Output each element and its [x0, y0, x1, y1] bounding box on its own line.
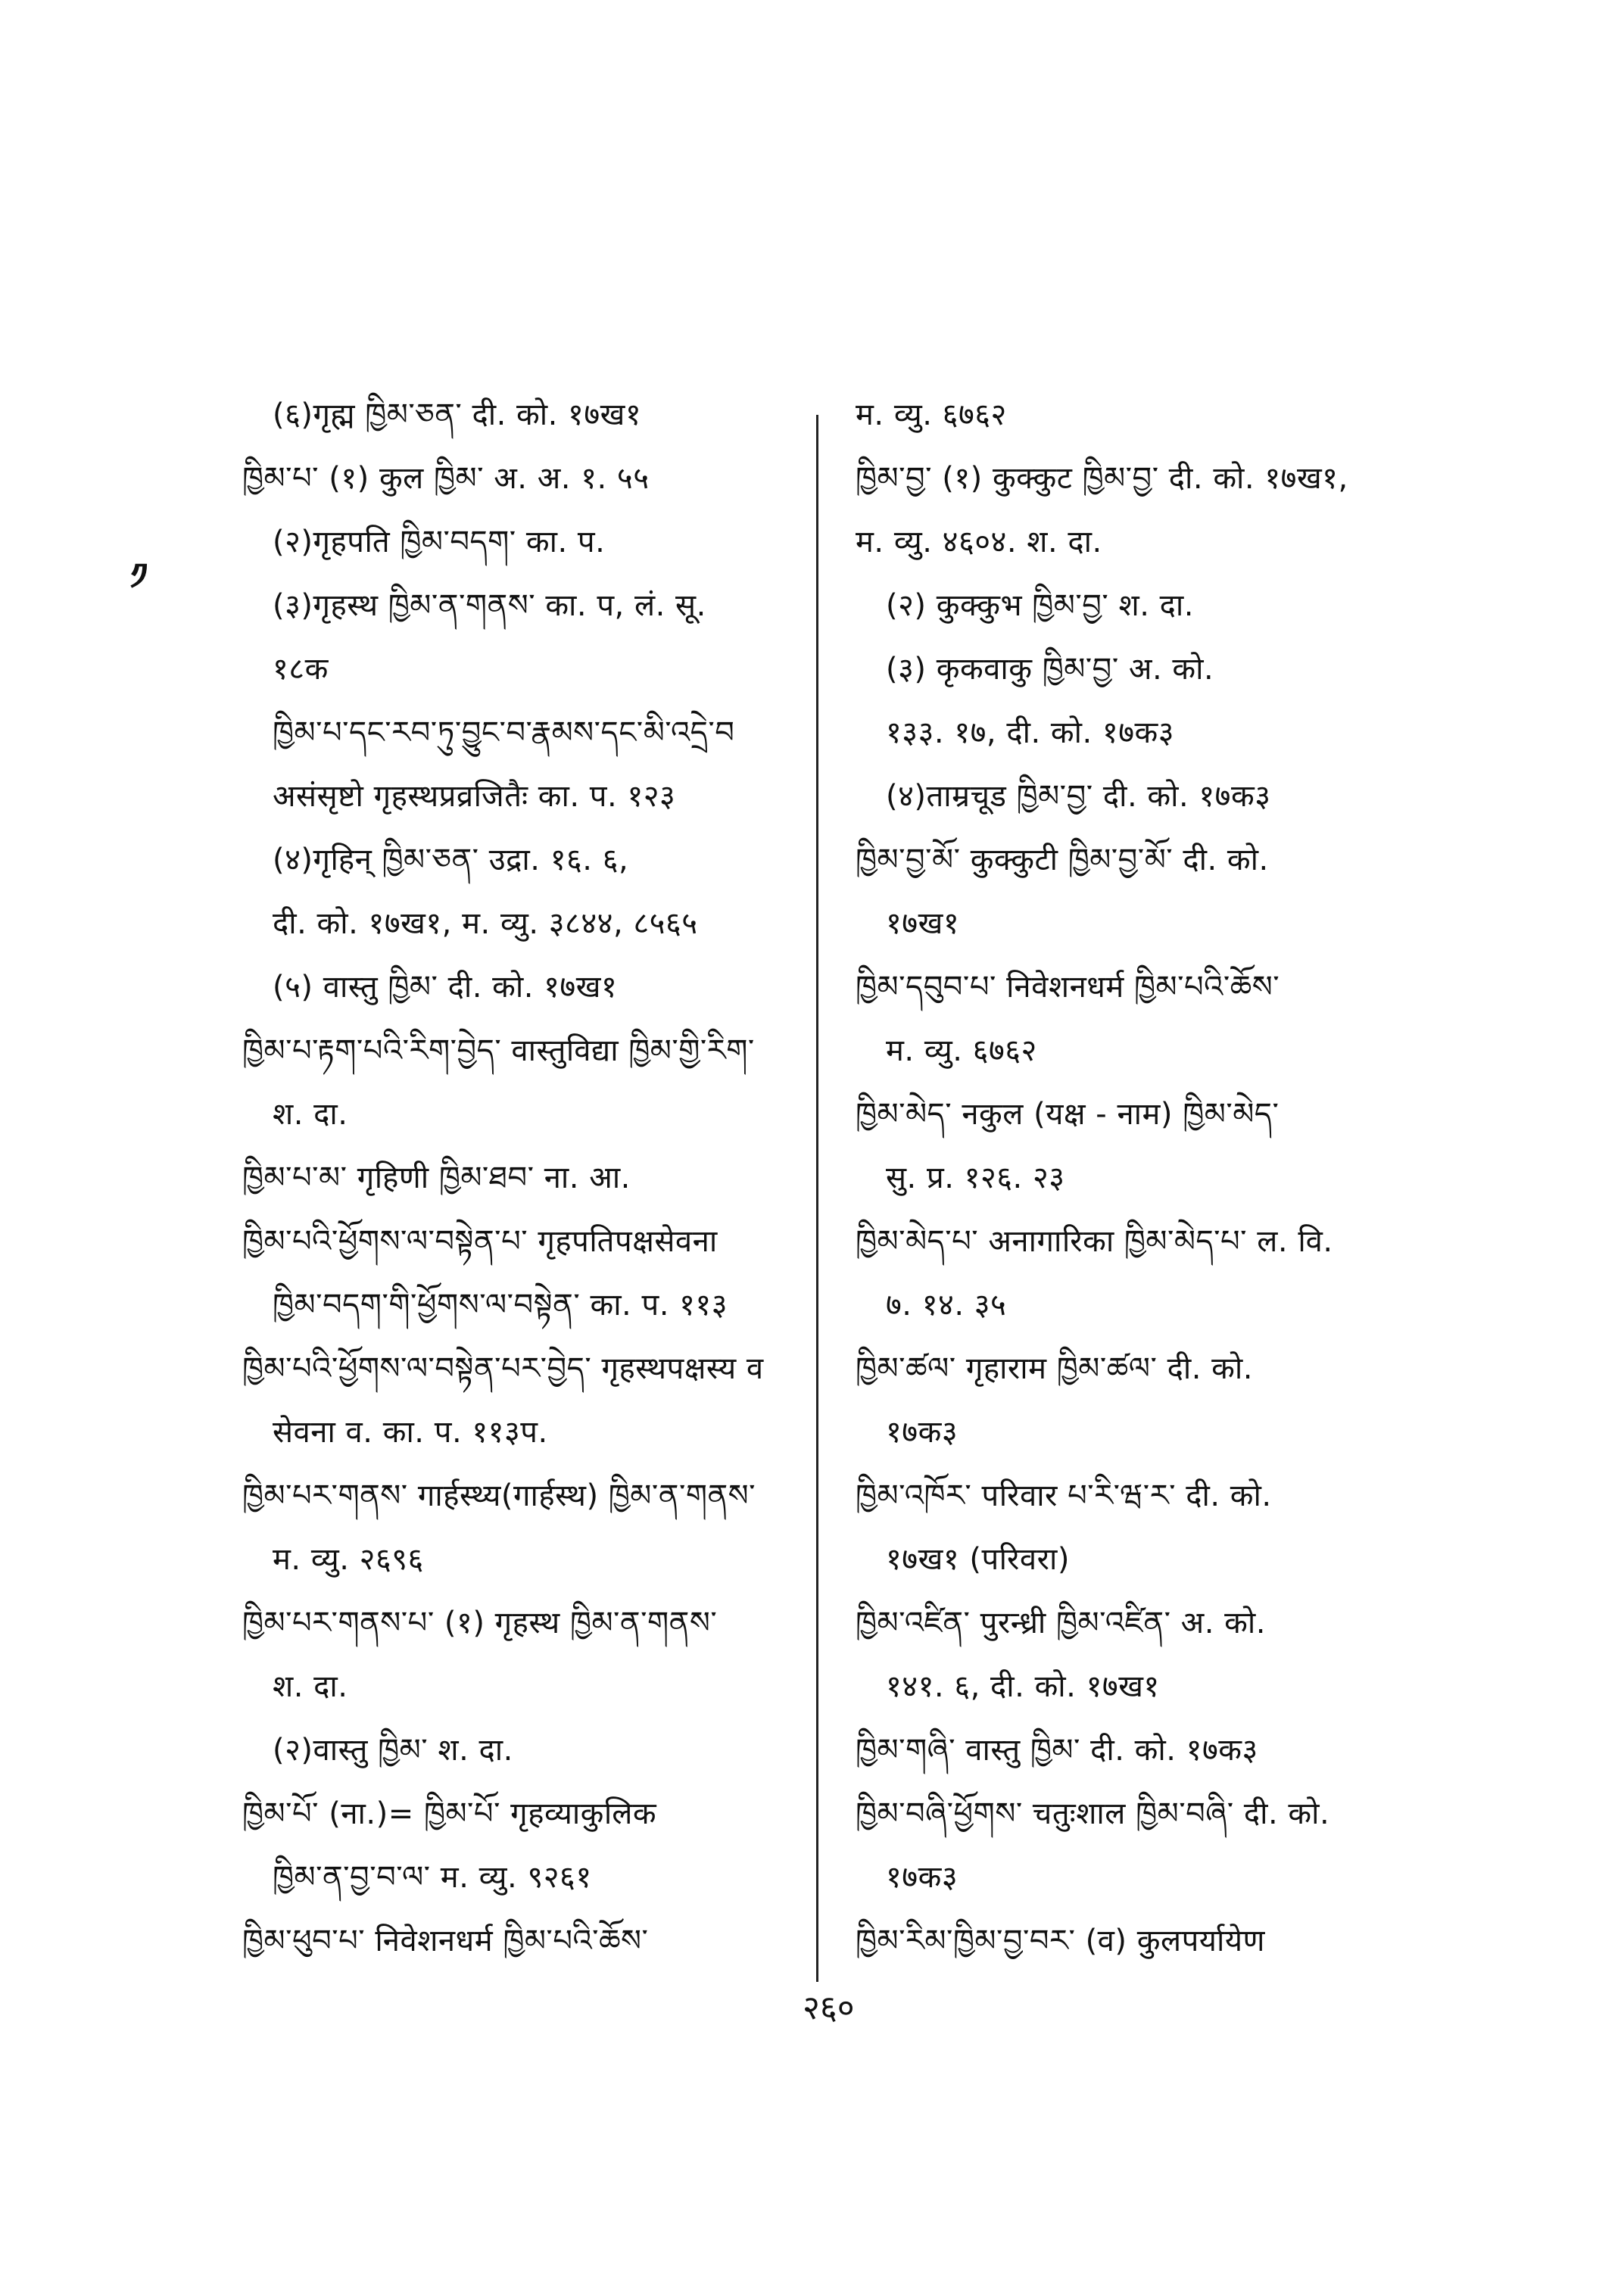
dictionary-entry-line: ཁྱིམ་མེད་ नकुल (यक्ष - नाम) ཁྱིམ་མེད་ [856, 1097, 1280, 1132]
dictionary-entry-line: ཁྱིམ་པ་མ་ गृहिणी ཁྱིམ་ཐབ་ ना. आ. [242, 1161, 631, 1195]
dictionary-entry-line: सेवना व. का. प. ११३प. [273, 1415, 548, 1450]
dictionary-entry-line: म. व्यु. २६९६ [273, 1542, 424, 1577]
dictionary-entry-line: ཁྱིམ་དབུབ་པ་ निवेशनधर्म ཁྱིམ་པའི་ཆོས་ [856, 970, 1280, 1005]
dictionary-entry-line: (२)गृहपति ཁྱིམ་བདག་ का. प. [273, 525, 606, 559]
dictionary-entry-line: ཁྱིམ་བྱ་མོ་ कुक्कुटी ཁྱིམ་བྱ་མོ་ दी. को. [856, 843, 1269, 877]
dictionary-entry-line: ཁྱིམ་མེད་པ་ अनागारिका ཁྱིམ་མེད་པ་ ल. वि. [856, 1224, 1333, 1259]
dictionary-entry-line: (२)वास्तु ཁྱིམ་ श. दा. [273, 1733, 513, 1768]
dictionary-entry-line: ཁྱིམ་འཛིན་ पुरन्ध्री ཁྱིམ་འཛིན་ अ. को. [856, 1606, 1266, 1640]
column-divider [816, 415, 818, 1982]
dictionary-entry-line: १७क३ [886, 1415, 959, 1450]
dictionary-entry-line: (३) कृकवाकु ཁྱིམ་བྱ་ अ. को. [886, 652, 1214, 687]
dictionary-entry-line: (४)गृहिन् ཁྱིམ་ཅན་ उद्रा. १६. ६, [273, 843, 629, 877]
dictionary-entry-line: म. व्यु. ४६०४. श. दा. [856, 525, 1102, 559]
dictionary-entry-line: ७. १४. ३५ [886, 1288, 1007, 1323]
dictionary-entry-line: श. दा. [273, 1097, 348, 1132]
dictionary-entry-line: म. व्यु. ६७६२ [886, 1033, 1037, 1068]
dictionary-entry-line: ཁྱིམ་ཚལ་ गृहाराम ཁྱིམ་ཚལ་ दी. को. [856, 1351, 1253, 1386]
dictionary-entry-line: (५) वास्तु ཁྱིམ་ दी. को. १७ख१ [273, 970, 618, 1005]
dictionary-entry-line: ཁྱིམ་བདག་གི་ཕྱོགས་ལ་བསྟེན་ का. प. ११३ [273, 1288, 728, 1323]
dictionary-entry-line: ཁྱིམ་ཕུབ་པ་ निवेशनधर्म ཁྱིམ་པའི་ཆོས་ [242, 1924, 649, 1958]
dictionary-entry-line: ཁྱིམ་གཞི་ वास्तु ཁྱིམ་ दी. को. १७क३ [856, 1733, 1258, 1768]
dictionary-entry-line: ཁྱིམ་པ་ (१) कुल ཁྱིམ་ अ. अ. १. ५५ [242, 461, 650, 496]
dictionary-entry-line: (६)गृह्म ཁྱིམ་ཅན་ दी. को. १७ख१ [273, 397, 642, 432]
dictionary-entry-line: (३)गृहस्थ ཁྱིམ་ན་གནས་ का. प, लं. सू. [273, 588, 706, 623]
dictionary-entry-line: ཁྱིམ་པ་རྟག་པའི་རིག་བྱེད་ वास्तुविद्या ཁྱིམ་གྱི་རིག་ [242, 1033, 755, 1068]
dictionary-entry-line: ཁྱིམ་བཞི་ཕྱོགས་ चतुःशाल ཁྱིམ་བཞི་ दी. को. [856, 1796, 1330, 1831]
dictionary-entry-line: ཁྱིམ་པོ་ (ना.)= ཁྱིམ་པོ་ गृहव्याकुलिक [242, 1796, 657, 1831]
dictionary-entry-line: १७क३ [886, 1860, 959, 1895]
dictionary-entry-line: ཁྱིམ་འཁོར་ परिवार པ་རི་ཝ་ར་ दी. को. [856, 1478, 1272, 1513]
dictionary-entry-line: ཁྱིམ་པའི་ཕྱོགས་ལ་བསྟེན་པ་ गृहपतिपक्षसेवना [242, 1224, 718, 1259]
page-number: २६० [803, 1989, 855, 2027]
dictionary-entry-line: श. दा. [273, 1669, 348, 1704]
margin-mark: ༡ [130, 556, 148, 598]
dictionary-entry-line: १७ख१ (परिवरा) [886, 1542, 1070, 1577]
dictionary-entry-line: (४)ताम्रचूड ཁྱིམ་བྱ་ दी. को. १७क३ [886, 779, 1271, 814]
dictionary-entry-line: ཁྱིམ་ན་བྱ་བ་ལ་ म. व्यु. ९२६१ [273, 1860, 592, 1895]
dictionary-entry-line: ཁྱིམ་པ་དང་རབ་ཏུ་བྱུང་བ་རྣམས་དང་མི་འདྲེ་བ [273, 715, 735, 750]
dictionary-entry-line: १३३. १७, दी. को. १७क३ [886, 715, 1175, 750]
dictionary-entry-line: दी. को. १७ख१, म. व्यु. ३८४४, ८५६५ [273, 906, 698, 941]
dictionary-entry-line: (२) कुक्कुभ ཁྱིམ་བྱ་ श. दा. [886, 588, 1194, 623]
dictionary-entry-line: ཁྱིམ་པར་གནས་པ་ (१) गृहस्थ ཁྱིམ་ན་གནས་ [242, 1606, 718, 1640]
dictionary-entry-line: १७ख१ [886, 906, 960, 941]
dictionary-entry-line: ཁྱིམ་པའི་ཕྱོགས་ལ་བསྟེན་པར་བྱེད་ गृहस्थपक्षस्य व [242, 1351, 764, 1386]
dictionary-entry-line: सु. प्र. १२६. २३ [886, 1161, 1065, 1195]
dictionary-entry-line: म. व्यु. ६७६२ [856, 397, 1007, 432]
dictionary-entry-line: ཁྱིམ་རིམ་ཁྱིམ་བྱ་བར་ (व) कुलपर्यायेण [856, 1924, 1265, 1958]
dictionary-entry-line: असंसृष्टो गृहस्थप्रव्रजितैः का. प. १२३ [273, 779, 676, 814]
dictionary-entry-line: १४१. ६, दी. को. १७ख१ [886, 1669, 1160, 1704]
dictionary-entry-line: ཁྱིམ་པར་གནས་ गार्हस्थ्य(गार्हस्थ) ཁྱིམ་ན་གནས་ [242, 1478, 756, 1513]
dictionary-entry-line: ཁྱིམ་བྱ་ (१) कुक्कुट ཁྱིམ་བྱ་ दी. को. १७ख१, [856, 461, 1348, 496]
dictionary-entry-line: १८क [273, 652, 329, 687]
